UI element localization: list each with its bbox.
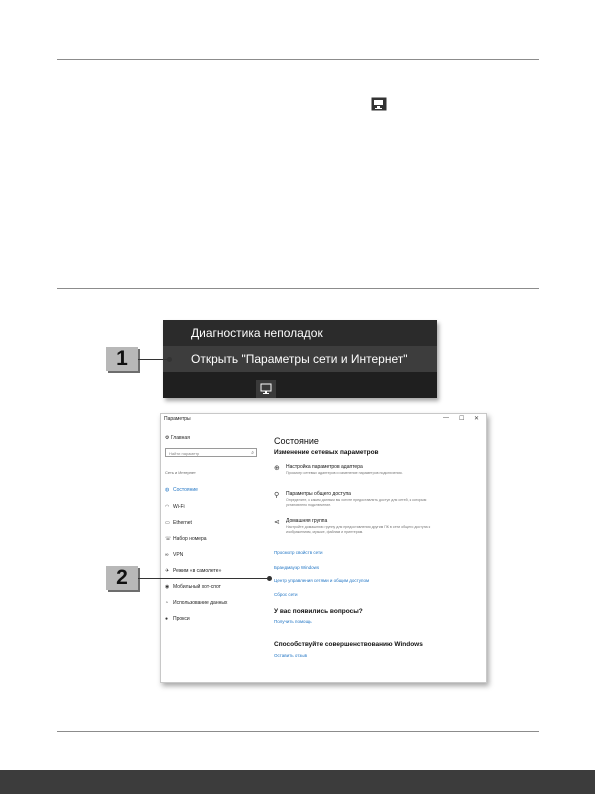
footer-bar xyxy=(0,770,595,794)
minimize-button[interactable]: — xyxy=(443,415,449,421)
taskbar xyxy=(163,372,437,398)
option-title: Параметры общего доступа xyxy=(286,491,351,497)
sharing-icon: ⚲ xyxy=(274,492,280,499)
maximize-button[interactable]: ☐ xyxy=(459,416,465,422)
page-title: Состояние xyxy=(274,436,319,446)
step-badge-1: 1 xyxy=(106,347,138,371)
sidebar-item-status[interactable]: ◍ Состояние xyxy=(165,487,198,493)
sidebar-home[interactable]: ⚙ Главная xyxy=(165,435,190,441)
link-feedback[interactable]: Оставить отзыв xyxy=(274,653,307,658)
sidebar-section-title: Сеть и Интернет xyxy=(165,470,196,475)
sidebar-item-vpn[interactable]: ∞ VPN xyxy=(165,552,184,558)
network-icon xyxy=(371,97,387,111)
airplane-icon: ✈ xyxy=(165,568,170,574)
sidebar-item-airplane[interactable]: ✈ Режим «в самолете» xyxy=(165,568,222,574)
wifi-icon: ◠ xyxy=(165,504,170,510)
sidebar-item-ethernet[interactable]: ▭ Ethernet xyxy=(165,520,192,526)
callout-dot-1 xyxy=(167,357,172,362)
menu-item-troubleshoot[interactable]: Диагностика неполадок xyxy=(191,326,323,340)
gear-icon: ⚙ xyxy=(165,435,171,441)
data-usage-icon: ◔ xyxy=(165,600,169,606)
option-title: Домашняя группа xyxy=(286,518,328,524)
link-network-sharing-center[interactable]: Центр управления сетями и общим доступом xyxy=(274,578,370,583)
menu-item-open-network-settings[interactable]: Открыть "Параметры сети и Интернет" xyxy=(163,346,437,372)
sidebar-item-proxy[interactable]: ● Прокси xyxy=(165,616,190,622)
option-description: Определите, к каким данным вы хотите предоставлять доступ для сетей, к которым установлено подключение. xyxy=(286,498,427,507)
homegroup-icon: ⋖ xyxy=(274,519,280,526)
search-placeholder: Найти параметр xyxy=(169,451,200,456)
section-subtitle: Изменение сетевых параметров xyxy=(274,449,379,456)
vpn-icon: ∞ xyxy=(165,552,169,558)
questions-title: У вас появились вопросы? xyxy=(274,608,363,615)
globe-icon: ◍ xyxy=(165,487,170,493)
link-network-reset[interactable]: Сброс сети xyxy=(274,592,298,597)
sidebar-item-dialup[interactable]: ☏ Набор номера xyxy=(165,536,207,542)
callout-line-2 xyxy=(138,578,269,579)
title-bar xyxy=(161,414,486,425)
settings-window xyxy=(160,413,487,683)
option-title: Настройка параметров адаптера xyxy=(286,464,363,470)
settings-sidebar xyxy=(161,425,269,682)
bottom-rule xyxy=(57,731,539,732)
close-button[interactable]: ✕ xyxy=(474,416,480,422)
top-rule xyxy=(57,59,539,60)
link-network-properties[interactable]: Просмотр свойств сети xyxy=(274,550,323,555)
callout-dot-2 xyxy=(267,576,272,581)
step-badge-2: 2 xyxy=(106,566,138,590)
monitor-icon xyxy=(256,380,276,398)
network-tray-icon[interactable] xyxy=(256,380,276,398)
search-input[interactable] xyxy=(165,448,257,457)
ethernet-icon: ▭ xyxy=(165,520,170,526)
settings-main xyxy=(274,425,482,682)
window-title: Параметры xyxy=(164,416,191,422)
adapter-icon: ⊕ xyxy=(274,465,280,472)
option-description: Настройте домашнюю группу для предоставления другим ПК в сети общего доступа к изображениям, музыке, файлам и принтерам. xyxy=(286,525,431,534)
middle-rule xyxy=(57,288,539,289)
sidebar-item-hotspot[interactable]: ◉ Мобильный хот-спот xyxy=(165,584,221,590)
callout-line-1 xyxy=(138,359,169,360)
option-description: Просмотр сетевых адаптеров и изменение параметров подключения. xyxy=(286,471,403,475)
search-icon: ⌕ xyxy=(251,450,254,456)
sidebar-item-wifi[interactable]: ◠ Wi-Fi xyxy=(165,504,185,510)
link-get-help[interactable]: Получить помощь xyxy=(274,619,312,624)
sidebar-item-data-usage[interactable]: ◔ Использование данных xyxy=(165,600,228,606)
hotspot-icon: ◉ xyxy=(165,584,170,590)
improve-title: Способствуйте совершенствованию Windows xyxy=(274,641,423,648)
link-firewall[interactable]: Брандмауэр Windows xyxy=(274,565,320,570)
phone-icon: ☏ xyxy=(165,536,172,542)
network-context-menu xyxy=(163,320,437,398)
proxy-icon: ● xyxy=(165,616,169,622)
